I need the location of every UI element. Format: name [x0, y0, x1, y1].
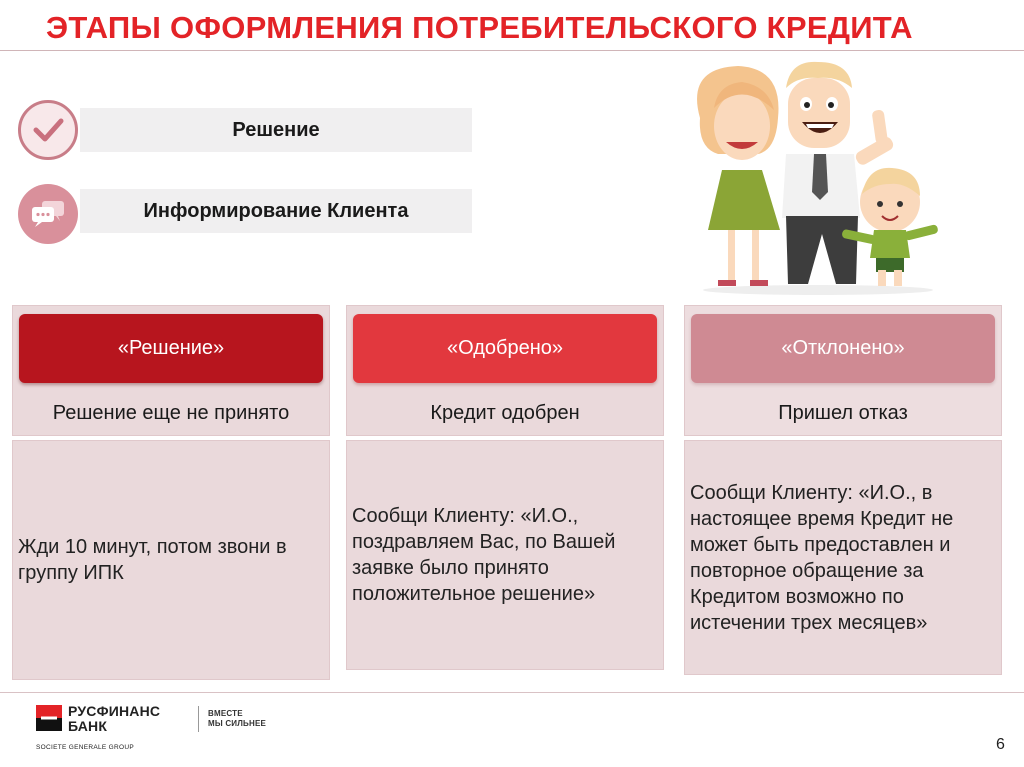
client-message-panel: [12, 440, 330, 680]
status-column-approved: [346, 305, 664, 605]
bank-tagline: [208, 709, 266, 729]
status-approved-button[interactable]: «Одобрено»: [353, 314, 657, 383]
slide-title: ЭТАПЫ ОФОРМЛЕНИЯ ПОТРЕБИТЕЛЬСКОГО КРЕДИТА: [46, 10, 913, 45]
chat-icon: [18, 184, 78, 244]
bank-name-line2: БАНК: [68, 718, 108, 734]
client-message-text: Сообщи Клиенту: «И.О., поздравляем Вас, по Вашей заявке было принято положительное решение»: [352, 505, 616, 605]
status-column-rejected: [684, 305, 1002, 634]
check-icon: [18, 100, 78, 160]
bank-name: [68, 704, 160, 734]
status-description: Решение еще не принято: [52, 402, 290, 424]
logo-separator: [198, 706, 199, 732]
step-decision-label: Решение: [80, 108, 472, 152]
status-decision-button[interactable]: «Решение»: [19, 314, 323, 383]
bank-name-line1: РУСФИНАНС: [68, 703, 161, 719]
footer-divider: [0, 692, 1024, 693]
status-header-panel: [12, 305, 330, 436]
client-message-text: Жди 10 минут, потом звони в группу ИПК: [18, 536, 287, 584]
status-description: Кредит одобрен: [430, 402, 580, 424]
status-column-pending: [12, 305, 330, 584]
bank-logo-icon: [36, 705, 62, 731]
title-divider: [0, 50, 1024, 51]
client-message-panel: [684, 440, 1002, 675]
family-illustration: [678, 58, 960, 298]
status-description: Пришел отказ: [778, 402, 908, 424]
tagline-line1: ВМЕСТЕ: [208, 709, 243, 718]
page-number: 6: [996, 736, 1005, 753]
client-message-text: Сообщи Клиенту: «И.О., в настоящее время Кредит не может быть предоставлен и повторное обращение за Кредитом возможно по истечении трех месяцев»: [690, 481, 954, 634]
step-inform-label: Информирование Клиента: [80, 189, 472, 233]
client-message-panel: [346, 440, 664, 670]
group-name: SOCIETE GENERALE GROUP: [36, 744, 134, 751]
status-header-panel: [346, 305, 664, 436]
status-rejected-button[interactable]: «Отклонено»: [691, 314, 995, 383]
status-header-panel: [684, 305, 1002, 436]
tagline-line2: МЫ СИЛЬНЕЕ: [208, 719, 267, 728]
